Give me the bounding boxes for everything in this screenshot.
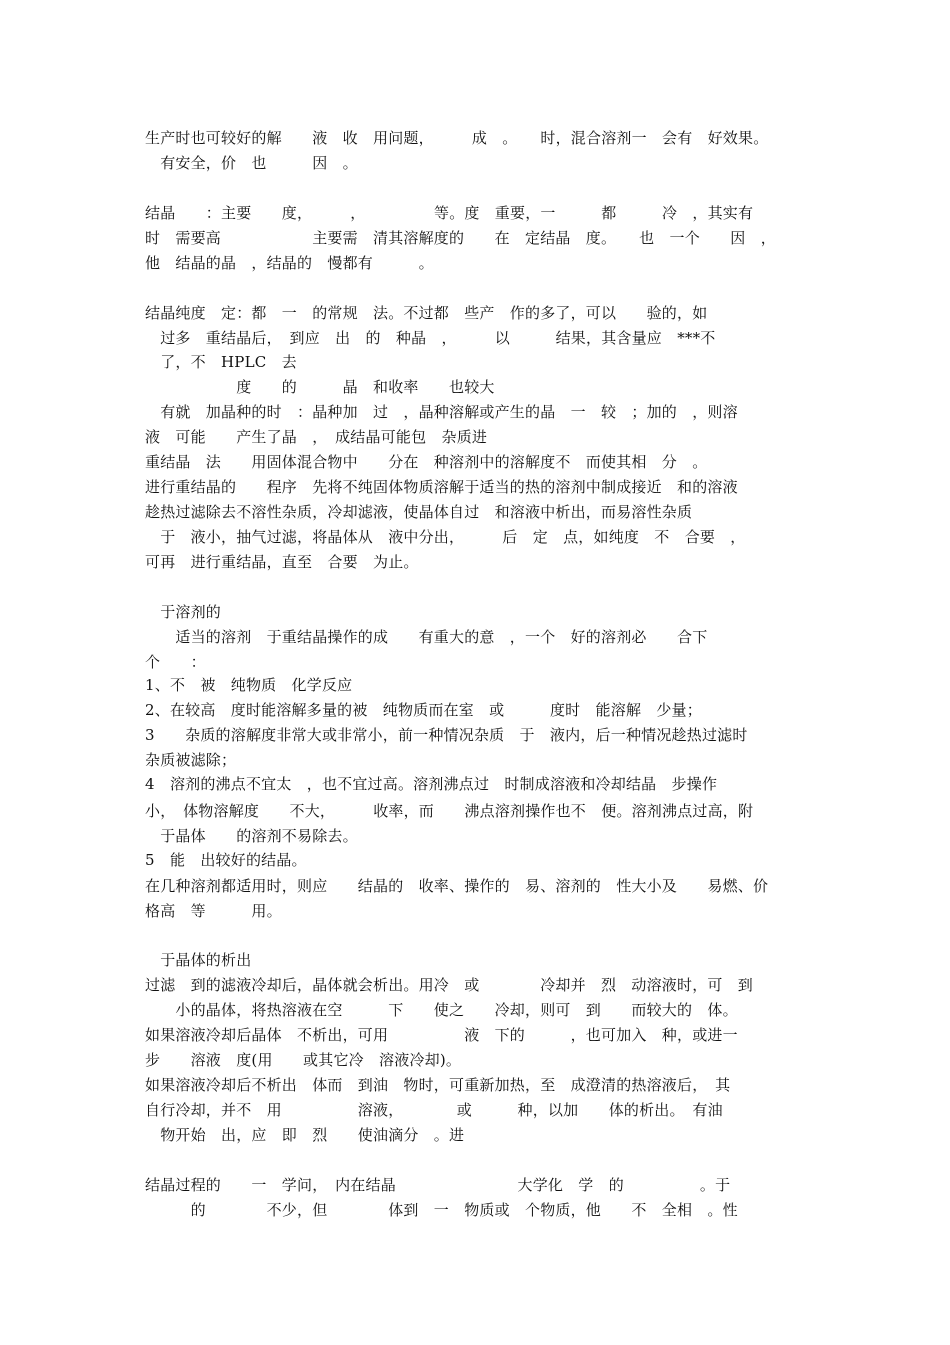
text-line: 进行重结晶的 程序 先将不纯固体物质溶解于适当的热的溶剂中制成接近 和的溶液 xyxy=(145,478,738,496)
text-line: 如果溶液冷却后不析出 体而 到油 物时，可重新加热，至 成澄清的热溶液后， 其 xyxy=(145,1076,731,1094)
text-line: 步 溶液 度(用 或其它冷 溶液冷却)。 xyxy=(145,1051,462,1069)
text-line: 生产时也可较好的解 液 收 用问题， 成 。 时，混合溶剂一 会有 好效果。 xyxy=(145,129,769,147)
text-line: 适当的溶剂 于重结晶操作的成 有重大的意 ，一个 好的溶剂必 合下 xyxy=(145,628,708,646)
text-line: 小的晶体，将热溶液在空 下 使之 冷却，则可 到 而较大的 体。 xyxy=(145,1001,738,1019)
text-line: 了，不 HPLC 去 xyxy=(145,353,297,371)
text-line: 在几种溶剂都适用时，则应 结晶的 收率、操作的 易、溶剂的 性大小及 易燃、价 xyxy=(145,877,769,895)
text-line: 小， 体物溶解度 不大， 收率，而 沸点溶剂操作也不 便。溶剂沸点过高，附 xyxy=(145,802,754,820)
text-line: 有安全，价 也 因 。 xyxy=(145,154,358,172)
text-line: 重结晶 法 用固体混合物中 分在 种溶剂中的溶解度不 而使其相 分 。 xyxy=(145,453,708,471)
text-line: 杂质被滤除； xyxy=(145,751,237,769)
list-item: 3 杂质的溶解度非常大或非常小，前一种情况杂质 于 液内，后一种情况趁热过滤时 xyxy=(145,726,748,744)
text-line: 如果溶液冷却后晶体 不析出，可用 液 下的 ，也可加入 种，或进一 xyxy=(145,1026,738,1044)
text-line: 于晶体 的溶剂不易除去。 xyxy=(145,827,358,845)
text-line: 的 不少，但 体到 一 物质或 个物质，他 不 全相 。性 xyxy=(145,1201,738,1219)
text-line: 时 需要高 主要需 清其溶解度的 在 定结晶 度。 也 一个 因 ， xyxy=(145,229,776,247)
text-line: 物开始 出，应 即 烈 使油滴分 。进 xyxy=(145,1126,465,1144)
text-line: 液 可能 产生了晶 ， 成结晶可能包 杂质进 xyxy=(145,428,488,446)
text-line: 他 结晶的晶 ，结晶的 慢都有 。 xyxy=(145,254,434,272)
section-heading: 于溶剂的 xyxy=(145,603,222,621)
text-line: 过多 重结晶后， 到应 出 的 种晶 ， 以 结果，其含量应 ***不 xyxy=(145,329,716,347)
list-item: 4 溶剂的沸点不宜太 ，也不宜过高。溶剂沸点过 时制成溶液和冷却结晶 步操作 xyxy=(145,775,718,793)
text-line: 有就 加晶种的时 ：晶种加 过 ，晶种溶解或产生的晶 一 较 ；加的 ，则溶 xyxy=(145,403,738,421)
text-line: 自行冷却，并不 用 溶液， 或 种，以加 体的析出。 有油 xyxy=(145,1101,723,1119)
text-line: 结晶纯度 定：都 一 的常规 法。不过都 些产 作的多了，可以 验的，如 xyxy=(145,304,708,322)
text-line: 度 的 晶 和收率 也较大 xyxy=(145,378,495,396)
text-line: 过滤 到的滤液冷却后，晶体就会析出。用冷 或 冷却并 烈 动溶液时，可 到 xyxy=(145,976,754,994)
text-line: 个 ： xyxy=(145,653,206,671)
text-line: 可再 进行重结晶，直至 合要 为止。 xyxy=(145,553,419,571)
list-item: 2、在较高 度时能溶解多量的被 纯物质而在室 或 度时 能溶解 少量； xyxy=(145,701,702,719)
list-item: 1、不 被 纯物质 化学反应 xyxy=(145,676,353,694)
section-heading: 于晶体的析出 xyxy=(145,951,252,969)
text-line: 于 液小，抽气过滤，将晶体从 液中分出， 后 定 点，如纯度 不 合要 ， xyxy=(145,528,746,546)
text-line: 格高 等 用。 xyxy=(145,902,282,920)
text-line: 结晶 ：主要 度， ， 等。度 重要，一 都 冷 ，其实有 xyxy=(145,204,754,222)
list-item: 5 能 出较好的结晶。 xyxy=(145,851,307,869)
text-line: 趁热过滤除去不溶性杂质，冷却滤液，使晶体自过 和溶液中析出，而易溶性杂质 xyxy=(145,503,693,521)
text-line: 结晶过程的 一 学问， 内在结晶 大学化 学 的 。于 xyxy=(145,1176,731,1194)
